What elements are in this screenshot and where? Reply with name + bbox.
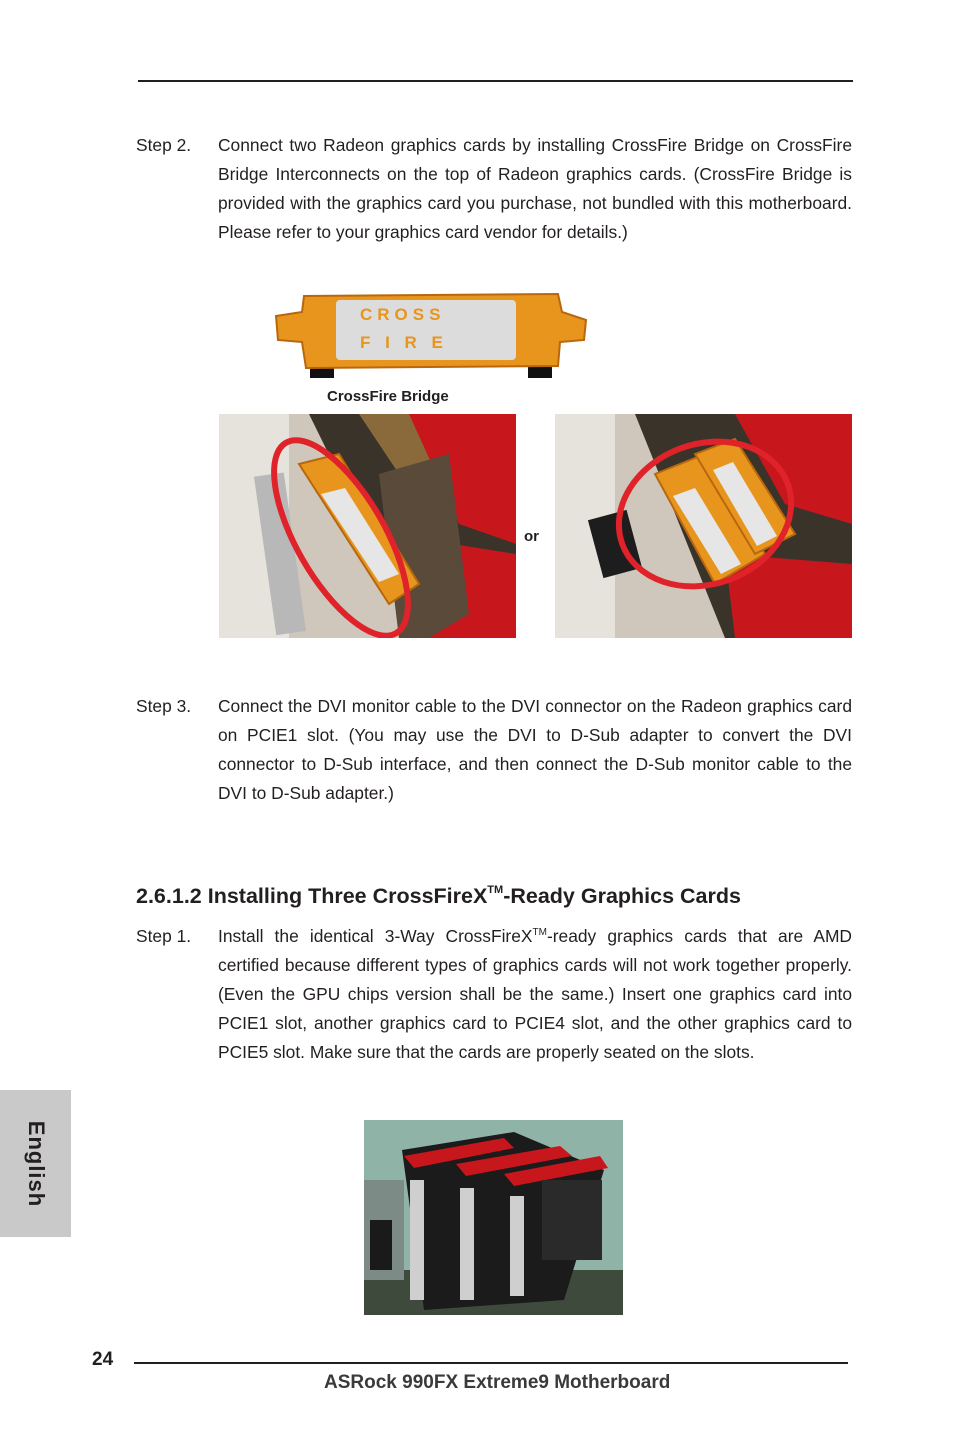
- step3-text: Connect the DVI monitor cable to the DVI connector on the Radeon graphics card on PCIE1 slot. (You may use the DVI to D-Sub adapter to convert the DVI connector to D-Sub interface, and then connect the D-Sub monitor cable to the DVI to D-Sub adapter.): [218, 696, 852, 803]
- header-rule: [138, 80, 853, 82]
- or-label: or: [524, 528, 539, 545]
- language-tab: [0, 1090, 71, 1237]
- step1-text: [218, 922, 852, 1067]
- double-bridge-photo: [555, 414, 852, 638]
- section-heading: [136, 884, 741, 909]
- step3-label: Step 3.: [136, 696, 192, 716]
- heading-text-post: -Ready Graphics Cards: [503, 884, 741, 908]
- bridge-caption: CrossFire Bridge: [327, 388, 449, 405]
- step2-label: Step 2.: [136, 135, 192, 155]
- step1-text-post: -ready graphics cards that are AMD certified because different types of graphics cards will not work together properly. (Even the GPU chips version shall be the same.) Insert one graphics card into PCIE1 slot, another graphics card to PCIE4 slot, and the other graphics card to PCIE5 slot. Make sure that the cards are properly seated on the slots.: [218, 926, 852, 1062]
- step1-tm: TM: [532, 927, 547, 939]
- footer-rule: [134, 1362, 848, 1364]
- heading-tm: TM: [487, 883, 504, 896]
- step1-label: Step 1.: [136, 926, 192, 946]
- page-number: 24: [92, 1349, 114, 1370]
- language-label: English: [23, 1120, 49, 1207]
- bridge-text-top: CROSS: [360, 305, 446, 324]
- crossfire-bridge-photo: [272, 290, 588, 382]
- step2-text: Connect two Radeon graphics cards by installing CrossFire Bridge on CrossFire Bridge Interconnects on the top of Radeon graphics cards. (CrossFire Bridge is provided with the graphics card you purchase, not bundled with this motherboard. Please refer to your graphics card vendor for details.): [218, 135, 852, 242]
- heading-text-pre: 2.6.1.2 Installing Three CrossFireX: [136, 884, 488, 908]
- step1-text-pre: Install the identical 3-Way CrossFireX: [218, 926, 533, 946]
- three-cards-photo: [364, 1120, 623, 1315]
- single-bridge-photo: [219, 414, 516, 638]
- footer-product: ASRock 990FX Extreme9 Motherboard: [324, 1372, 671, 1393]
- bridge-text-bottom: F I R E: [360, 333, 448, 352]
